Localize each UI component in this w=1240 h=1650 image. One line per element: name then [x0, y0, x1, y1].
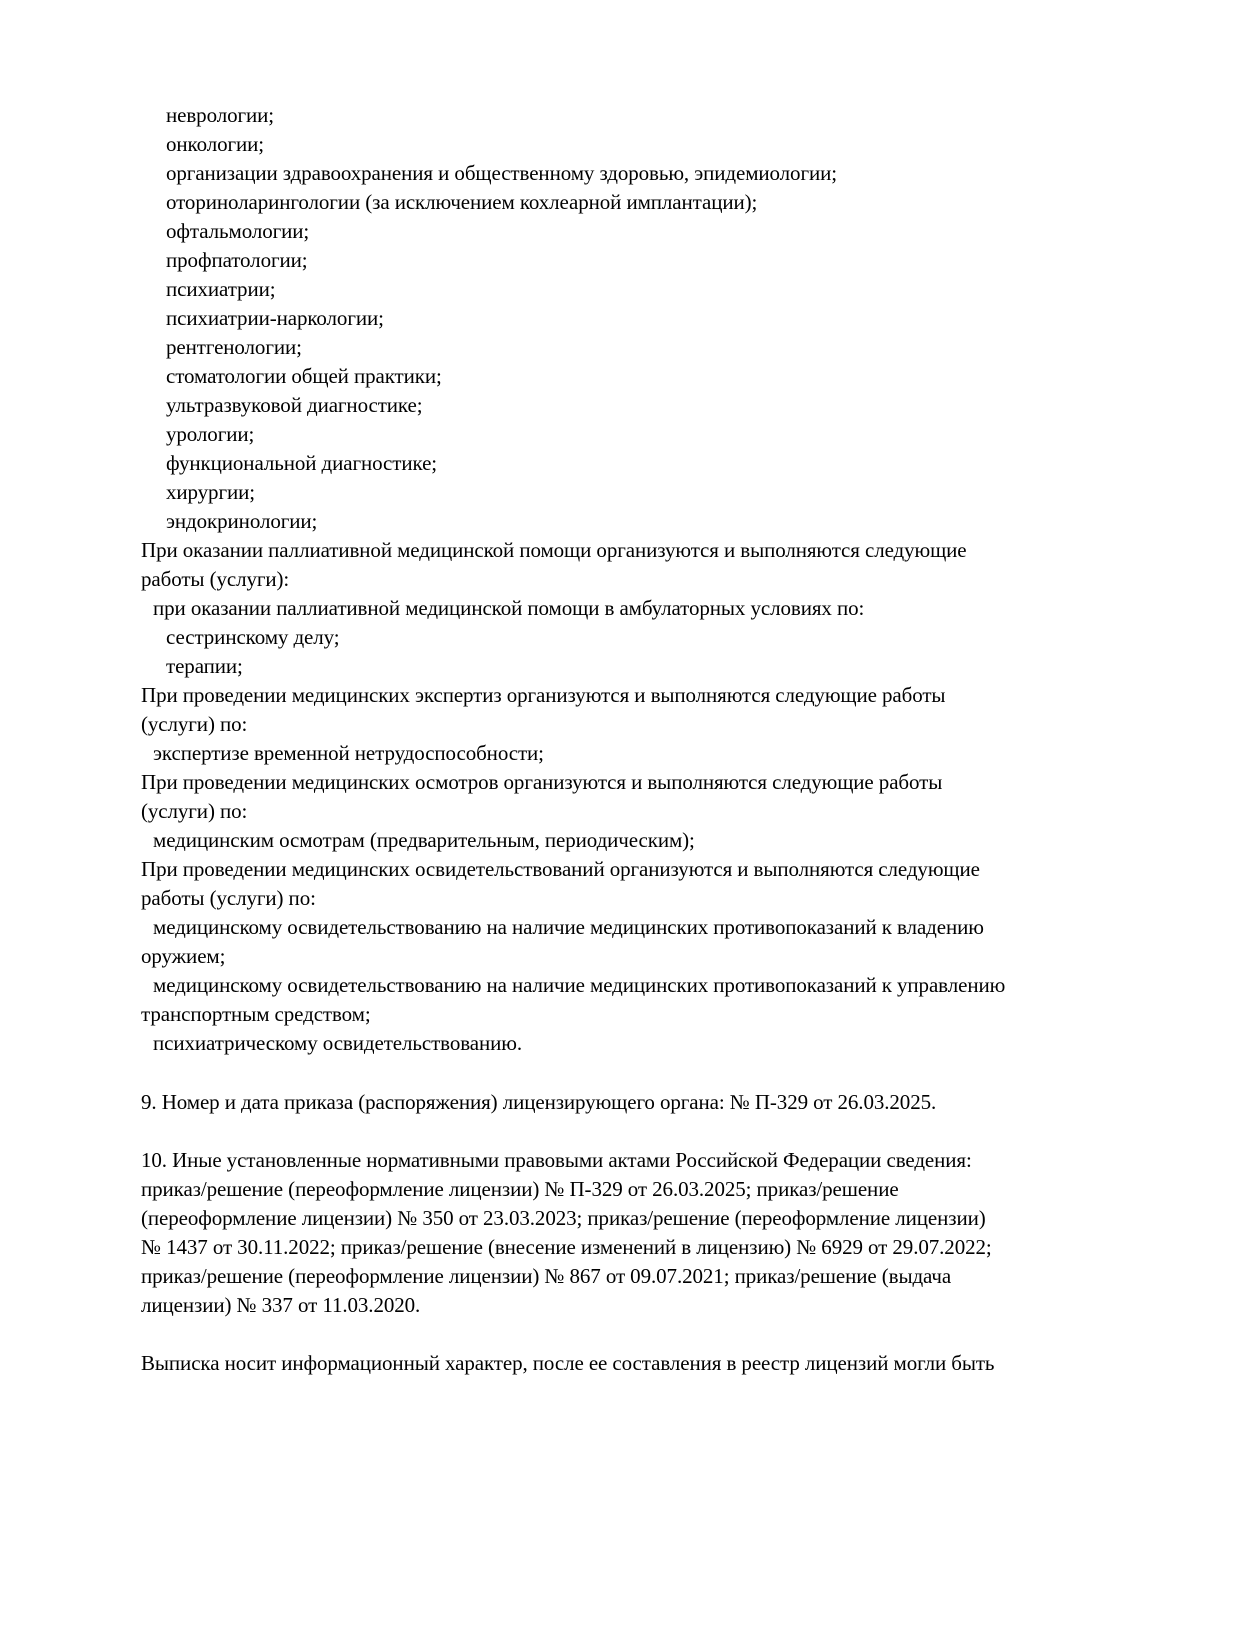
certifications-heading-cont: работы (услуги) по: [141, 886, 316, 910]
palliative-heading: При оказании паллиативной медицинской помощи организуются и выполняются следующие [141, 538, 967, 562]
examinations-heading-cont: (услуги) по: [141, 799, 248, 823]
list-item: ультразвуковой диагностике; [166, 393, 423, 417]
certifications-heading: При проведении медицинских освидетельствований организуются и выполняются следующие [141, 857, 980, 881]
palliative-subheading: при оказании паллиативной медицинской помощи в амбулаторных условиях по: [153, 596, 865, 620]
list-item: экспертизе временной нетрудоспособности; [153, 741, 544, 765]
expertise-heading-cont: (услуги) по: [141, 712, 248, 736]
palliative-heading-cont: работы (услуги): [141, 567, 290, 591]
section-10-line: приказ/решение (переоформление лицензии) № 867 от 09.07.2021; приказ/решение (выдача [141, 1264, 952, 1288]
expertise-heading: При проведении медицинских экспертиз организуются и выполняются следующие работы [141, 683, 946, 707]
list-item: сестринскому делу; [166, 625, 340, 649]
list-item: эндокринологии; [166, 509, 318, 533]
section-10-line: лицензии) № 337 от 11.03.2020. [141, 1293, 421, 1317]
list-item-cont: транспортным средством; [141, 1002, 371, 1026]
list-item: хирургии; [166, 480, 255, 504]
list-item: организации здравоохранения и общественному здоровью, эпидемиологии; [166, 161, 837, 185]
section-10-line: 10. Иные установленные нормативными правовыми актами Российской Федерации сведения: [141, 1148, 972, 1172]
list-item: психиатрии; [166, 277, 276, 301]
list-item: офтальмологии; [166, 219, 310, 243]
section-10-line: приказ/решение (переоформление лицензии) № П-329 от 26.03.2025; приказ/решение [141, 1177, 899, 1201]
list-item: рентгенологии; [166, 335, 302, 359]
section-10-line: № 1437 от 30.11.2022; приказ/решение (внесение изменений в лицензию) № 6929 от 29.07.2022; [141, 1235, 992, 1259]
section-9: 9. Номер и дата приказа (распоряжения) лицензирующего органа: № П-329 от 26.03.2025. [141, 1090, 937, 1114]
list-item: стоматологии общей практики; [166, 364, 442, 388]
list-item: урологии; [166, 422, 255, 446]
list-item: медицинскому освидетельствованию на наличие медицинских противопоказаний к владению [153, 915, 984, 939]
list-item: профпатологии; [166, 248, 308, 272]
list-item: медицинским осмотрам (предварительным, периодическим); [153, 828, 695, 852]
footer-note: Выписка носит информационный характер, после ее составления в реестр лицензий могли быть [141, 1351, 995, 1375]
list-item: психиатрии-наркологии; [166, 306, 384, 330]
list-item: функциональной диагностике; [166, 451, 438, 475]
section-10-line: (переоформление лицензии) № 350 от 23.03.2023; приказ/решение (переоформление лицензии) [141, 1206, 986, 1230]
list-item: оториноларингологии (за исключением кохлеарной имплантации); [166, 190, 758, 214]
list-item: терапии; [166, 654, 243, 678]
list-item: онкологии; [166, 132, 265, 156]
list-item: психиатрическому освидетельствованию. [153, 1031, 522, 1055]
list-item: медицинскому освидетельствованию на наличие медицинских противопоказаний к управлению [153, 973, 1006, 997]
examinations-heading: При проведении медицинских осмотров организуются и выполняются следующие работы [141, 770, 943, 794]
list-item-cont: оружием; [141, 944, 226, 968]
list-item: неврологии; [166, 103, 275, 127]
